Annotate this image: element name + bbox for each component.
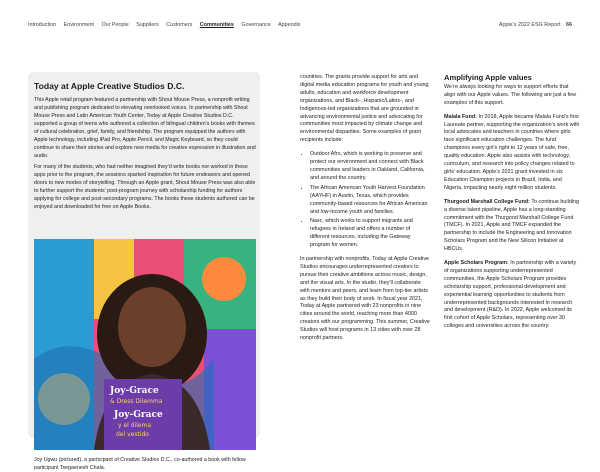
page-number: 66	[566, 22, 572, 28]
nav-governance[interactable]: Governance	[241, 22, 271, 28]
list-item: • Outdoor Afro, which is working to preserve and protect our environment and connect with Black communities and leaders in Oakland, California, and around the country.	[310, 151, 430, 183]
book-title-line-3: Joy-Grace	[114, 410, 163, 420]
malala-fund-label: Malala Fund:	[444, 113, 477, 120]
nav-our-people[interactable]: Our People	[101, 22, 129, 28]
photo-caption: Joy Ugwu (pictured), a participant of Creative Studios D.C., co-authored a book with fellow participant Tsegaenesh Chala.	[34, 457, 246, 471]
scholars-label: Apple Scholars Program:	[444, 260, 509, 267]
book-title-line-1: Joy-Grace	[110, 386, 159, 396]
book-title-line-2: & Dress Dilemma	[110, 398, 163, 405]
right-intro: We’re always looking for ways to support efforts that align with our Apple values. The following are just a few examples of this support.	[444, 83, 577, 106]
tmcf-text: To continue building a diverse talent pipeline, Apple has a long-standing commitment with the Thurgood Marshall College Fund (TMCF). In 2021, Apple and TMCF expanded the partnership to include the Engineering and Innovation Scholars Program and the New Silicon Initiative at HBCUs.	[444, 198, 580, 253]
book-title-line-4: y el dilema	[118, 422, 152, 429]
nav-appendix[interactable]: Appendix	[278, 22, 301, 28]
malala-fund-paragraph	[444, 114, 580, 193]
tmcf-paragraph	[444, 199, 580, 254]
scholars-paragraph	[444, 260, 580, 331]
book-title-line-5: del vestido	[116, 431, 149, 438]
card-paragraph-2: For many of the students, who had neither imagined they’d write books nor worked in these apps prior to the program, the sessions sparked inspiration for future endeavors and opened doors to new modes of storytelling. Through an Apple grant, Shout Mouse Press was also able to further support the students’ post-program journey with scholarship funding for authors applying for college and post-secondary programs. The books these students authored can be enjoyed and downloaded for free on Apple Books.	[34, 164, 256, 210]
tmcf-label: Thurgood Marshall College Fund:	[444, 198, 530, 205]
nav-suppliers[interactable]: Suppliers	[136, 22, 159, 28]
grant-recipients-list	[300, 151, 430, 250]
middle-intro: countries. The grants provide support for arts and digital media education programs for youth and young adults, education and workforce development organizations, and Black-, Hispanic/Latinx-, and Indigenous-led organizations that are grounded in advancing environmental justice and advocating for communities most impacted by climate change and environmental disparities. Some examples of grant recipients include:	[300, 74, 429, 144]
scholars-text: In partnership with a variety of organizations supporting underrepresented communities, the Apple Scholars Program provides scholarship support, professional development and experiential learning opportunities to students from underrepresented backgrounds interested in research and development (R&D). In 2022, Apple welcomed its first cohort of Apple Scholars, representing over 30 colleges and universities across the country.	[444, 260, 577, 330]
sidebar-card	[28, 72, 260, 471]
card-paragraph-1: This Apple retail program featured a partnership with Shout Mouse Press, a nonprofit writing and publishing program dedicated to elevating overlooked voices. In partnership with Shout Mouse Press and Latin American Youth Center, Today at Apple Creative Studios D.C. supported a group of teens who authored a collection of bilingual children’s books with themes of cultural celebration, grief, family, and friendship. The program equipped the authors with Apple technology, including iPad Pro, Apple Pencil, and Magic Keyboard, so they could continue to share their stories and explore new media for creative expression in illustration and audio.	[34, 97, 256, 159]
report-title: Apple’s 2022 ESG Report	[498, 22, 561, 28]
right-column	[444, 74, 580, 337]
malala-fund-text: In 2018, Apple became Malala Fund’s first Laureate partner, supporting the organization’s work with local advocates and teachers in countries where girls face significant education challenges. The fund champions every girl’s right to 12 years of safe, free, quality education. Apple also assists with technology, curriculum, and research into policy changes related to girls’ education. Apple’s 2021 grant invested in six Education Champion projects in Brazil, India, and Nigeria, impacting nearly eight million students.	[444, 113, 580, 191]
nav-customers[interactable]: Customers	[166, 22, 193, 28]
middle-column	[300, 74, 430, 349]
list-item: • The African American Youth Harvest Foundation (AAYHF) in Austin, Texas, which provides community-based resources for African American and low-income youth and families.	[310, 185, 430, 217]
top-navigation	[28, 22, 572, 32]
nav-introduction[interactable]: Introduction	[28, 22, 57, 28]
list-item: • Nasc, which works to support migrants and refugees in Ireland and offers a number of different resources, including the Gateway program for women.	[310, 218, 430, 250]
nav-communities[interactable]: Communities	[199, 22, 234, 28]
middle-closing: In partnership with nonprofits, Today at Apple Creative Studios encourages underrepresented creators to pursue their creative ambitions across music, design, and the visual arts. In the studio, they’ll collaborate with mentors and peers, and learn from top-tier artists as they build their body of work. In fiscal year 2021, Today at Apple partnered with 23 nonprofits in nine cities around the world, reaching more than 4000 creators with our programming. This summer, Creative Studios will host programs in 13 cities with over 28 nonprofit partners.	[300, 256, 430, 342]
participant-photo	[34, 239, 256, 450]
nav-environment[interactable]: Environment	[63, 22, 94, 28]
card-title: Today at Apple Creative Studios D.C.	[34, 81, 185, 91]
section-heading: Amplifying Apple values	[444, 73, 532, 82]
